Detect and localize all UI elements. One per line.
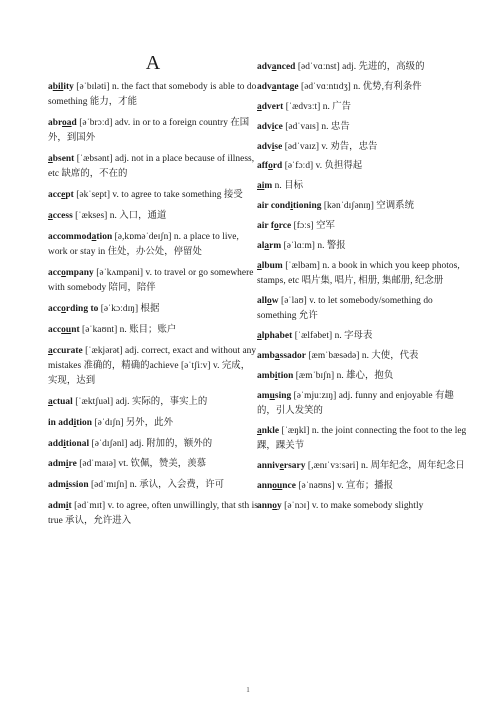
entry-definition: [ˈæktʃuəl] adj. 实际的，事实上的 bbox=[72, 397, 208, 408]
stressed-letters: a bbox=[257, 426, 262, 437]
stressed-letters: a bbox=[91, 231, 97, 242]
entry-definition: [ˈælfəbet] n. 字母表 bbox=[292, 331, 373, 342]
headword: afford bbox=[257, 161, 283, 172]
dictionary-entry bbox=[257, 100, 469, 115]
entry-definition: [əˈkɔːdɪŋ] 根据 bbox=[98, 304, 160, 315]
stressed-letters: i bbox=[271, 141, 275, 152]
right-entry-list bbox=[257, 60, 469, 514]
dictionary-entry bbox=[257, 159, 469, 174]
headword: advantage bbox=[257, 81, 299, 92]
entry-definition: [ədˈmaɪə] vt. 钦佩，赞美，羡慕 bbox=[76, 459, 207, 470]
stressed-letters: a bbox=[48, 397, 53, 408]
headword: ambassador bbox=[257, 351, 306, 362]
stressed-letters: a bbox=[257, 260, 262, 271]
entry-definition: [əˈkaʊnt] n. 账目；账户 bbox=[79, 324, 177, 335]
entry-definition: [ˈækses] n. 入口，通道 bbox=[72, 211, 167, 222]
stressed-letters: o bbox=[61, 267, 66, 278]
headword: advanced bbox=[257, 62, 296, 72]
headword: alarm bbox=[257, 241, 282, 252]
entry-definition: [əˈdɪʃənl] adj. 附加的，额外的 bbox=[89, 438, 213, 449]
stressed-letters: a bbox=[271, 62, 277, 72]
stressed-letters: i bbox=[63, 438, 66, 449]
stressed-letters: a bbox=[48, 211, 53, 222]
entry-definition: [əˈkʌmpəni] v. to travel or go somewhere with somebody 陪同，陪伴 bbox=[48, 267, 254, 294]
dictionary-entry bbox=[257, 179, 469, 194]
dictionary-entry bbox=[257, 140, 469, 155]
dictionary-entry bbox=[48, 116, 258, 147]
dictionary-entry bbox=[48, 395, 258, 410]
entry-definition: [ˈælbəm] n. a book in which you keep photos, stamps, etc 唱片集, 唱片, 相册, 集邮册, 纪念册 bbox=[257, 260, 460, 287]
left-column bbox=[48, 52, 258, 535]
dictionary-entry bbox=[48, 416, 258, 431]
entry-definition: [ədˈvɑːnst] adj. 先进的，高级的 bbox=[295, 62, 425, 72]
headword: absent bbox=[48, 154, 75, 165]
dictionary-entry bbox=[257, 499, 469, 514]
entry-definition: [,ænɪˈvɜːsəri] n. 周年纪念，周年纪念日 bbox=[305, 461, 465, 472]
headword: admission bbox=[48, 480, 89, 491]
entry-definition: [əkˈsept] v. to agree to take something 接受 bbox=[73, 190, 243, 201]
headword: ambition bbox=[257, 371, 294, 382]
headword: accurate bbox=[48, 345, 83, 356]
dictionary-entry bbox=[48, 323, 258, 338]
stressed-letters: o bbox=[268, 161, 273, 172]
headword: accompany bbox=[48, 267, 94, 278]
headword: according to bbox=[48, 304, 99, 315]
headword: ability bbox=[48, 82, 74, 92]
stressed-letters: ai bbox=[257, 181, 265, 192]
headword: accommodation bbox=[48, 231, 113, 242]
headword: admit bbox=[48, 501, 72, 512]
stressed-letters: a bbox=[271, 81, 277, 92]
stressed-letters: e bbox=[61, 190, 66, 201]
dictionary-entry bbox=[257, 479, 469, 494]
stressed-letters: i bbox=[65, 480, 69, 491]
entry-definition: [ədˈvaɪz] v. 劝告，忠告 bbox=[282, 141, 378, 152]
stressed-letters: o bbox=[274, 221, 279, 232]
stressed-letters: i bbox=[65, 459, 69, 470]
entry-definition: [æmˈbæsədə] n. 大使，代表 bbox=[305, 351, 419, 362]
entry-definition: [əˈlɑːm] n. 警报 bbox=[281, 241, 346, 252]
headword: access bbox=[48, 211, 73, 222]
entry-definition: [əˈdɪʃn] 另外，此外 bbox=[92, 417, 174, 428]
entry-definition: [əˈbrɔːd] adv. in or to a foreign country 在国外，到国外 bbox=[48, 118, 250, 144]
headword: announce bbox=[257, 481, 296, 492]
section-heading: A bbox=[145, 52, 161, 74]
dictionary-entry bbox=[257, 349, 469, 364]
dictionary-entry bbox=[257, 259, 469, 290]
headword: advice bbox=[257, 121, 283, 132]
dictionary-entry bbox=[48, 499, 258, 530]
entry-definition: [ədˈmɪʃn] n. 承认，入会费，许可 bbox=[88, 480, 225, 491]
dictionary-entry bbox=[48, 152, 258, 183]
stressed-letters: o bbox=[272, 501, 278, 512]
dictionary-entry bbox=[48, 478, 258, 493]
entry-definition: [əˈfɔːd] v. 负担得起 bbox=[282, 161, 363, 172]
stressed-letters: a bbox=[257, 331, 262, 342]
headword: account bbox=[48, 324, 80, 335]
headword: amusing bbox=[257, 390, 292, 401]
entry-definition: [fɔːs] 空军 bbox=[291, 221, 335, 232]
headword: additional bbox=[48, 438, 90, 449]
headword: air force bbox=[257, 221, 292, 232]
entry-definition: [ˈækjərət] adj. correct, exact and without any mistakes 准确的，精确的achieve [əˈtʃiːv] v. 完成，实现，达到 bbox=[48, 345, 257, 387]
entry-definition: [əˈmjuːzɪŋ] adj. funny and enjoyable 有趣的，引人发笑的 bbox=[257, 390, 454, 417]
dictionary-entry bbox=[48, 266, 258, 297]
stressed-letters: i bbox=[65, 501, 69, 512]
dictionary-entry bbox=[257, 389, 469, 420]
headword: allow bbox=[257, 296, 279, 307]
stressed-letters: i bbox=[290, 201, 293, 212]
headword: anniversary bbox=[257, 461, 306, 472]
stressed-letters: i bbox=[274, 371, 278, 382]
dictionary-entry bbox=[48, 344, 258, 390]
stressed-letters: ou bbox=[61, 324, 72, 335]
entry-definition: [æmˈbɪʃn] n. 雄心，抱负 bbox=[293, 371, 394, 382]
dictionary-entry bbox=[257, 369, 469, 384]
stressed-letters: e bbox=[279, 461, 284, 472]
dictionary-entry bbox=[257, 60, 469, 75]
dictionary-entry bbox=[48, 209, 258, 224]
entry-definition: [əˈbɪləti] n. the fact that somebody is able to do something 能力，才能 bbox=[48, 82, 257, 108]
headword: alphabet bbox=[257, 331, 293, 342]
stressed-letters: o bbox=[267, 296, 272, 307]
dictionary-entry bbox=[48, 188, 258, 203]
dictionary-entry bbox=[257, 239, 469, 254]
entry-definition: [əˈnaʊns] v. 宣布；播报 bbox=[295, 481, 394, 492]
headword: admire bbox=[48, 459, 77, 470]
entry-definition: [ədˈmɪt] v. to agree, often unwillingly, that sth is true 承认，允许进入 bbox=[48, 501, 259, 527]
dictionary-entry bbox=[257, 219, 469, 234]
dictionary-entry bbox=[48, 80, 258, 111]
dictionary-entry bbox=[257, 329, 469, 344]
stressed-letters: i bbox=[271, 121, 275, 132]
entry-definition: [ˈædvɜːt] n. 广告 bbox=[283, 101, 352, 112]
entry-definition: [ˈæŋkl] n. the joint connecting the foot to the leg 踝，踝关节 bbox=[257, 426, 467, 452]
dictionary-entry bbox=[257, 199, 469, 214]
right-column bbox=[257, 60, 469, 519]
stressed-letters: u bbox=[269, 390, 275, 401]
entry-definition: [ˈæbsənt] adj. not in a place because of illness, etc 缺席的，不在的 bbox=[48, 154, 255, 180]
entry-definition: [ədˈvaɪs] n. 忠告 bbox=[282, 121, 350, 132]
stressed-letters: a bbox=[48, 154, 53, 165]
dictionary-entry bbox=[257, 80, 469, 95]
stressed-letters: o bbox=[61, 304, 66, 315]
dictionary-entry bbox=[257, 294, 469, 325]
headword: advert bbox=[257, 101, 284, 112]
headword: annoy bbox=[257, 501, 282, 512]
stressed-letters: bil bbox=[52, 82, 64, 92]
stressed-letters: i bbox=[73, 417, 77, 428]
headword: ankle bbox=[257, 426, 280, 437]
dictionary-entry bbox=[48, 457, 258, 472]
entry-definition: [kənˈdɪʃənɪŋ] 空调系统 bbox=[321, 201, 414, 212]
dictionary-entry bbox=[48, 302, 258, 317]
entry-definition: [əˈnɔɪ] v. to make somebody slightly bbox=[281, 501, 424, 512]
headword: accept bbox=[48, 190, 74, 201]
page-number: 1 bbox=[246, 686, 250, 694]
headword: album bbox=[257, 260, 283, 271]
headword: in addition bbox=[48, 417, 93, 428]
dictionary-entry bbox=[48, 437, 258, 452]
dictionary-entry bbox=[257, 120, 469, 135]
entry-definition: [əˈlaʊ] v. to let somebody/something do something 允许 bbox=[257, 296, 433, 322]
entry-definition: [ədˈvɑːntɪdʒ] n. 优势,有利条件 bbox=[298, 81, 422, 92]
dictionary-entry bbox=[48, 230, 258, 261]
stressed-letters: a bbox=[274, 351, 280, 362]
entry-definition: [ə,kɒməˈdeɪʃn] n. a place to live, work or stay in 住处，办公处，停留处 bbox=[48, 231, 239, 258]
stressed-letters: oa bbox=[62, 118, 72, 129]
dictionary-entry bbox=[257, 459, 469, 474]
stressed-letters: a bbox=[264, 241, 270, 252]
stressed-letters: a bbox=[257, 101, 262, 112]
headword: air conditioning bbox=[257, 201, 322, 212]
dictionary-entry bbox=[257, 424, 469, 455]
stressed-letters: a bbox=[48, 345, 53, 356]
stressed-letters: ou bbox=[272, 481, 283, 492]
left-entry-list bbox=[48, 80, 258, 530]
headword: actual bbox=[48, 397, 73, 408]
entry-definition: n. 目标 bbox=[272, 181, 304, 192]
headword: advise bbox=[257, 141, 283, 152]
headword: abroad bbox=[48, 118, 77, 129]
headword: aim bbox=[257, 181, 273, 192]
